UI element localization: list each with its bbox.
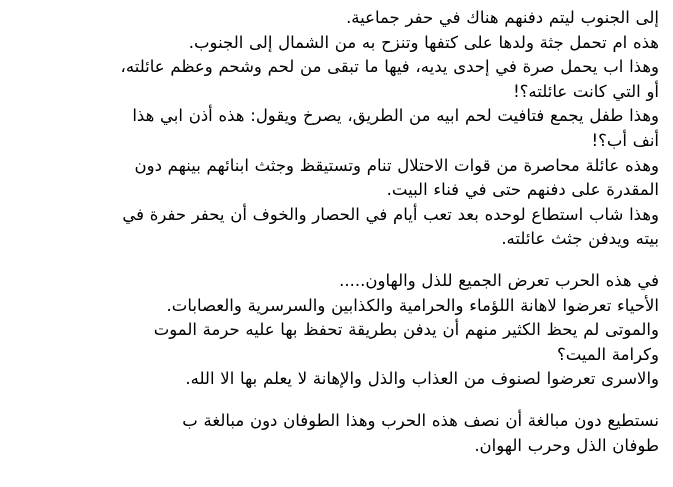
paragraph-spacer [14,392,659,409]
text-line: وهذا طفل يجمع فتافيت لحم ابيه من الطريق، يصرخ ويقول: هذه أذن ابي هذا [132,106,659,126]
paragraph-block-1 [14,6,659,252]
text-line: نستطيع دون مبالغة أن نصف هذه الحرب وهذا الطوفان دون مبالغة ب [182,410,659,430]
text-line: وهذا اب يحمل صرة في إحدى يديه، فيها ما تبقى من لحم وشحم وعظم عائلته، [120,57,659,77]
text-line: في هذه الحرب تعرض الجميع للذل والهاون..... [339,270,659,290]
text-line: طوفان الذل وحرب الهوان. [474,435,659,455]
text-line: وهذا شاب استطاع لوحده بعد تعب أيام في الحصار والخوف أن يحفر حفرة في [122,204,659,224]
paragraph-block-2 [14,269,659,392]
text-line: وهذه عائلة محاصرة من قوات الاحتلال تنام وتستيقظ وجثث ابنائهم بينهم دون [134,155,659,175]
text-line: والاسرى تعرضوا لصنوف من العذاب والذل والإهانة لا يعلم بها الا الله. [185,369,659,389]
text-line: المقدرة على دفنهم حتى في فناء البيت. [386,180,659,200]
text-line: هذه ام تحمل جثة ولدها على كتفها وتنزح به من الشمال إلى الجنوب. [188,32,659,52]
text-line: إلى الجنوب ليتم دفنهم هناك في حفر جماعية. [346,8,659,27]
paragraph-block-3 [14,409,659,458]
text-line: وكرامة الميت؟ [556,344,659,364]
text-line: أو التي كانت عائلته؟! [513,81,659,101]
text-line: والموتى لم يحظ الكثير منهم أن يدفن بطريقة تحفظ بها عليه حرمة الموت [153,320,659,340]
paragraph-spacer [14,252,659,269]
text-line: الأحياء تعرضوا لاهانة اللؤماء والحرامية والكذابين والسرسرية والعصابات. [166,295,659,315]
text-line: بيته ويدفن جثث عائلته. [501,229,659,249]
text-line: أنف أب؟! [591,130,659,150]
